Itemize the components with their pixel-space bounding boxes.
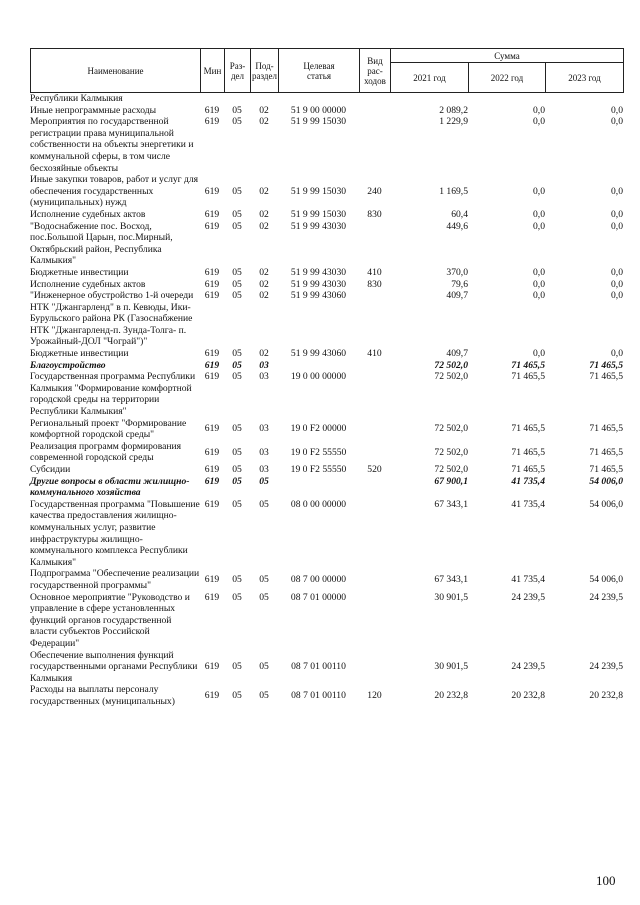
name-cell: Исполнение судебных актов: [30, 278, 146, 290]
header-target-article: Целевая статья: [279, 49, 360, 93]
name-cell: "Водоснабжение пос. Восход, пос.Большой Царын, пос.Мирный, Октябрьский район, Республика Калмыкия": [30, 220, 173, 267]
header-name: Наименование: [31, 49, 201, 93]
name-cell: Обеспечение выполнения функций государственными органами Республики Калмыкия: [30, 649, 198, 684]
budget-sheet: [30, 48, 628, 707]
target-article-cell: 19 0 F2 55550: [290, 464, 347, 475]
sum-2021-cell: 67 343,1: [434, 498, 468, 510]
section-cell: 05: [232, 371, 242, 383]
expense-type-cell: [359, 93, 390, 105]
ministry-cell: 619: [204, 266, 220, 278]
sum-2021-cell: 30 901,5: [434, 661, 468, 673]
sum-2022-cell: [468, 93, 545, 105]
sum-2023-cell: 71 465,5: [589, 446, 623, 458]
sum-2022-cell: 0,0: [533, 116, 545, 128]
expense-type-cell: 240: [367, 185, 382, 197]
ministry-cell: 619: [204, 661, 220, 673]
page-number: 100: [596, 873, 616, 888]
expense-type-cell: [359, 441, 390, 464]
expense-type-cell: [359, 105, 390, 117]
name-cell: Благоустройство: [30, 359, 106, 371]
subsection-cell: 02: [259, 208, 269, 220]
target-article-cell: 08 7 01 00110: [291, 690, 346, 702]
sum-2021-cell: 449,6: [446, 220, 468, 232]
table-row: [30, 568, 623, 591]
ministry-cell: [200, 93, 224, 105]
sum-2022-cell: 71 465,5: [511, 359, 545, 371]
sum-2021-cell: 2 089,2: [439, 104, 468, 116]
expense-type-cell: 410: [367, 348, 382, 360]
section-cell: 05: [232, 290, 242, 302]
expense-type-cell: 520: [367, 464, 382, 475]
sum-2023-cell: 71 465,5: [589, 423, 623, 435]
name-cell: Другие вопросы в области жилищно-коммунального хозяйства: [30, 475, 190, 499]
subsection-cell: 03: [259, 359, 269, 371]
ministry-cell: 619: [204, 116, 220, 128]
sum-2022-cell: 0,0: [533, 266, 545, 278]
subsection-cell: 02: [259, 116, 269, 128]
sum-2021-cell: 1 169,5: [439, 185, 468, 197]
expense-type-cell: [359, 116, 390, 174]
sum-2023-cell: 0,0: [611, 278, 623, 290]
subsection-cell: [250, 93, 278, 105]
sum-2022-cell: 71 465,5: [511, 423, 545, 435]
sum-2023-cell: 0,0: [611, 104, 623, 116]
subsection-cell: 02: [259, 104, 269, 116]
subsection-cell: 05: [259, 690, 269, 702]
sum-2021-cell: 67 343,1: [434, 574, 468, 586]
expense-type-cell: [359, 499, 390, 569]
sum-2021-cell: 30 901,5: [434, 591, 468, 603]
name-cell: Государственная программа Республики Калмыкия "Формирование комфортной городской среды на территории Республики Калмыкия": [30, 371, 196, 418]
sum-2021-cell: 1 229,9: [439, 116, 468, 128]
table-row: [30, 371, 623, 417]
sum-2022-cell: 24 239,5: [511, 591, 545, 603]
header-podrazdel: Под- раздел: [251, 49, 279, 93]
target-article-cell: 08 7 00 00000: [290, 574, 347, 586]
subsection-cell: 03: [259, 464, 269, 475]
sum-2022-cell: 0,0: [533, 208, 545, 220]
sum-2021-cell: [390, 93, 468, 105]
sum-2021-cell: 72 502,0: [434, 464, 468, 475]
name-cell: Реализация программ формирования современной городской среды: [30, 440, 182, 464]
section-cell: [224, 93, 250, 105]
header-year-2023: 2023 год: [546, 63, 624, 93]
ministry-cell: 619: [204, 220, 220, 232]
name-cell: Бюджетные инвестиции: [30, 348, 129, 360]
sum-2022-cell: 0,0: [533, 185, 545, 197]
target-article-cell: 51 9 99 43030: [290, 278, 347, 290]
section-cell: 05: [232, 359, 242, 371]
name-cell: Республики Калмыкия: [30, 93, 123, 104]
table-row: [30, 499, 623, 569]
sum-2023-cell: 0,0: [611, 220, 623, 232]
subsection-cell: 03: [259, 423, 269, 435]
section-cell: 05: [232, 220, 242, 232]
ministry-cell: 619: [204, 591, 220, 603]
table-row: [30, 476, 623, 499]
name-cell: Подпрограмма "Обеспечение реализации государственной программы": [30, 568, 200, 591]
subsection-cell: 02: [259, 348, 269, 360]
subsection-cell: 05: [259, 661, 269, 673]
sum-2022-cell: 41 735,4: [511, 498, 545, 510]
target-article-cell: [278, 360, 359, 372]
sum-2021-cell: 370,0: [446, 266, 468, 278]
target-article-cell: 51 9 00 00000: [290, 104, 347, 116]
ministry-cell: 619: [204, 104, 220, 116]
ministry-cell: 619: [204, 290, 220, 302]
expense-type-cell: [359, 221, 390, 267]
sum-2021-cell: 72 502,0: [434, 359, 468, 371]
sum-2023-cell: 24 239,5: [589, 591, 623, 603]
sum-2021-cell: 72 502,0: [434, 371, 468, 383]
target-article-cell: 51 9 99 43060: [290, 348, 347, 360]
section-cell: 05: [232, 446, 242, 458]
expense-type-cell: 830: [367, 208, 382, 220]
target-article-cell: 51 9 99 15030: [290, 208, 347, 220]
expense-type-cell: [359, 476, 390, 499]
name-cell: Мероприятия по государственной регистрации права муниципальной собственности на объекты энергетики и коммунальной сферы, в том числе бесхозяйные объекты: [30, 116, 194, 174]
expense-type-cell: [359, 290, 390, 348]
sum-2022-cell: 0,0: [533, 278, 545, 290]
ministry-cell: 619: [204, 446, 220, 458]
sum-2023-cell: 24 239,5: [589, 661, 623, 673]
sum-2023-cell: 54 006,0: [589, 574, 623, 586]
ministry-cell: 619: [204, 690, 220, 702]
table-row: [30, 348, 623, 360]
sum-2021-cell: 72 502,0: [434, 423, 468, 435]
subsection-cell: 02: [259, 266, 269, 278]
sum-2021-cell: 60,4: [451, 208, 468, 220]
table-row: [30, 116, 623, 174]
table-row: [30, 105, 623, 117]
subsection-cell: 02: [259, 220, 269, 232]
budget-table-body: [30, 93, 623, 707]
sum-2022-cell: 20 232,8: [511, 690, 545, 702]
name-cell: Расходы на выплаты персоналу государственных (муниципальных): [30, 684, 175, 707]
target-article-cell: [278, 93, 359, 105]
section-cell: 05: [232, 475, 242, 487]
name-cell: Иные закупки товаров, работ и услуг для обеспечения государственных (муниципальных) нужд: [30, 174, 199, 209]
sum-2023-cell: [545, 93, 623, 105]
table-row: [30, 221, 623, 267]
target-article-cell: [278, 476, 359, 499]
subsection-cell: 03: [259, 446, 269, 458]
section-cell: 05: [232, 348, 242, 360]
sum-2023-cell: 71 465,5: [589, 464, 623, 475]
section-cell: 05: [232, 464, 242, 475]
expense-type-cell: [359, 418, 390, 441]
section-cell: 05: [232, 591, 242, 603]
subsection-cell: 05: [259, 591, 269, 603]
target-article-cell: 19 0 00 00000: [290, 371, 347, 383]
sum-2023-cell: 0,0: [611, 290, 623, 302]
table-row: [30, 279, 623, 291]
sum-2022-cell: 0,0: [533, 220, 545, 232]
sum-2023-cell: 54 006,0: [589, 475, 623, 487]
sum-2021-cell: 67 900,1: [434, 475, 468, 487]
expense-type-cell: 120: [367, 690, 382, 702]
sum-2022-cell: 0,0: [533, 348, 545, 360]
table-row: [30, 360, 623, 372]
target-article-cell: 51 9 99 15030: [290, 116, 347, 128]
name-cell: Иные непрограммные расходы: [30, 104, 157, 116]
ministry-cell: 619: [204, 359, 220, 371]
target-article-cell: 51 9 99 43060: [290, 290, 347, 302]
table-row: [30, 441, 623, 464]
target-article-cell: 19 0 F2 00000: [290, 423, 347, 435]
header-expense-type: Вид рас- ходов: [360, 49, 391, 93]
ministry-cell: 619: [204, 574, 220, 586]
sum-2021-cell: 72 502,0: [434, 446, 468, 458]
ministry-cell: 619: [204, 498, 220, 510]
sum-2022-cell: 0,0: [533, 104, 545, 116]
table-header: [30, 48, 624, 93]
ministry-cell: 619: [204, 208, 220, 220]
sum-2023-cell: 0,0: [611, 185, 623, 197]
sum-2021-cell: 409,7: [446, 348, 468, 360]
subsection-cell: 05: [259, 475, 269, 487]
section-cell: 05: [232, 104, 242, 116]
table-row: [30, 684, 623, 707]
expense-type-cell: 410: [367, 266, 382, 278]
sum-2022-cell: 24 239,5: [511, 661, 545, 673]
expense-type-cell: [359, 360, 390, 372]
target-article-cell: 51 9 99 43030: [290, 266, 347, 278]
target-article-cell: 08 7 01 00000: [290, 591, 347, 603]
sum-2022-cell: 71 465,5: [511, 464, 545, 475]
header-year-2022: 2022 год: [469, 63, 546, 93]
sum-2023-cell: 20 232,8: [589, 690, 623, 702]
sum-2023-cell: 0,0: [611, 116, 623, 128]
sum-2022-cell: 41 735,4: [511, 475, 545, 487]
section-cell: 05: [232, 498, 242, 510]
sum-2023-cell: 0,0: [611, 348, 623, 360]
sum-2022-cell: 71 465,5: [511, 371, 545, 383]
expense-type-cell: 830: [367, 278, 382, 290]
sum-2022-cell: 71 465,5: [511, 446, 545, 458]
sum-2021-cell: 409,7: [446, 290, 468, 302]
ministry-cell: 619: [204, 475, 220, 487]
table-row: [30, 209, 623, 221]
ministry-cell: 619: [204, 464, 220, 475]
header-sum: Сумма: [391, 49, 624, 63]
subsection-cell: 03: [259, 371, 269, 383]
sum-2023-cell: 0,0: [611, 208, 623, 220]
target-article-cell: 08 0 00 00000: [290, 498, 347, 510]
table-row: [30, 267, 623, 279]
table-row: [30, 592, 623, 650]
section-cell: 05: [232, 266, 242, 278]
subsection-cell: 05: [259, 498, 269, 510]
target-article-cell: 08 7 01 00110: [291, 661, 346, 673]
name-cell: Субсидии: [30, 464, 71, 475]
section-cell: 05: [232, 423, 242, 435]
expense-type-cell: [359, 592, 390, 650]
sum-2022-cell: 41 735,4: [511, 574, 545, 586]
ministry-cell: 619: [204, 371, 220, 383]
target-article-cell: 51 9 99 43030: [290, 220, 347, 232]
sum-2023-cell: 0,0: [611, 266, 623, 278]
table-row: [30, 464, 623, 476]
header-min: Мин: [201, 49, 225, 93]
name-cell: Государственная программа "Повышение качества предоставления жилищно-коммунальных услуг, развитие инфраструктуры жилищно-коммунального комплекса Республики Калмыкия": [30, 498, 200, 568]
table-row: [30, 418, 623, 441]
name-cell: Бюджетные инвестиции: [30, 266, 129, 278]
sum-2022-cell: 0,0: [533, 290, 545, 302]
header-year-2021: 2021 год: [391, 63, 469, 93]
name-cell: Региональный проект "Формирование комфортной городской среды": [30, 417, 187, 441]
section-cell: 05: [232, 661, 242, 673]
sum-2021-cell: 20 232,8: [434, 690, 468, 702]
subsection-cell: 05: [259, 574, 269, 586]
table-row: [30, 650, 623, 685]
name-cell: "Инженерное обустройство 1-й очереди НТК "Джангарленд" в п. Кевюды, Ики-Бурульского района РК (Газоснабжение НТК "Джангарленд-п. Зунда-Толга- п. Урожайный-ДОЛ "Чограй")": [30, 290, 194, 348]
section-cell: 05: [232, 208, 242, 220]
expense-type-cell: [359, 568, 390, 591]
sum-2023-cell: 71 465,5: [589, 359, 623, 371]
expense-type-cell: [359, 371, 390, 417]
target-article-cell: 51 9 99 15030: [290, 185, 347, 197]
section-cell: 05: [232, 690, 242, 702]
subsection-cell: 02: [259, 290, 269, 302]
expense-type-cell: [359, 650, 390, 685]
ministry-cell: 619: [204, 348, 220, 360]
section-cell: 05: [232, 278, 242, 290]
ministry-cell: 619: [204, 278, 220, 290]
sum-2023-cell: 71 465,5: [589, 371, 623, 383]
name-cell: Основное мероприятие "Руководство и управление в сфере установленных функций органов государственной власти субъектов Российской Федерации": [30, 591, 190, 649]
ministry-cell: 619: [204, 423, 220, 435]
table-row: [30, 93, 623, 105]
ministry-cell: 619: [204, 185, 220, 197]
target-article-cell: 19 0 F2 55550: [290, 446, 347, 458]
subsection-cell: 02: [259, 185, 269, 197]
section-cell: 05: [232, 185, 242, 197]
sum-2023-cell: 54 006,0: [589, 498, 623, 510]
table-row: [30, 174, 623, 209]
name-cell: Исполнение судебных актов: [30, 208, 146, 220]
subsection-cell: 02: [259, 278, 269, 290]
table-row: [30, 290, 623, 348]
header-razdel: Раз- дел: [225, 49, 251, 93]
section-cell: 05: [232, 574, 242, 586]
sum-2021-cell: 79,6: [451, 278, 468, 290]
section-cell: 05: [232, 116, 242, 128]
